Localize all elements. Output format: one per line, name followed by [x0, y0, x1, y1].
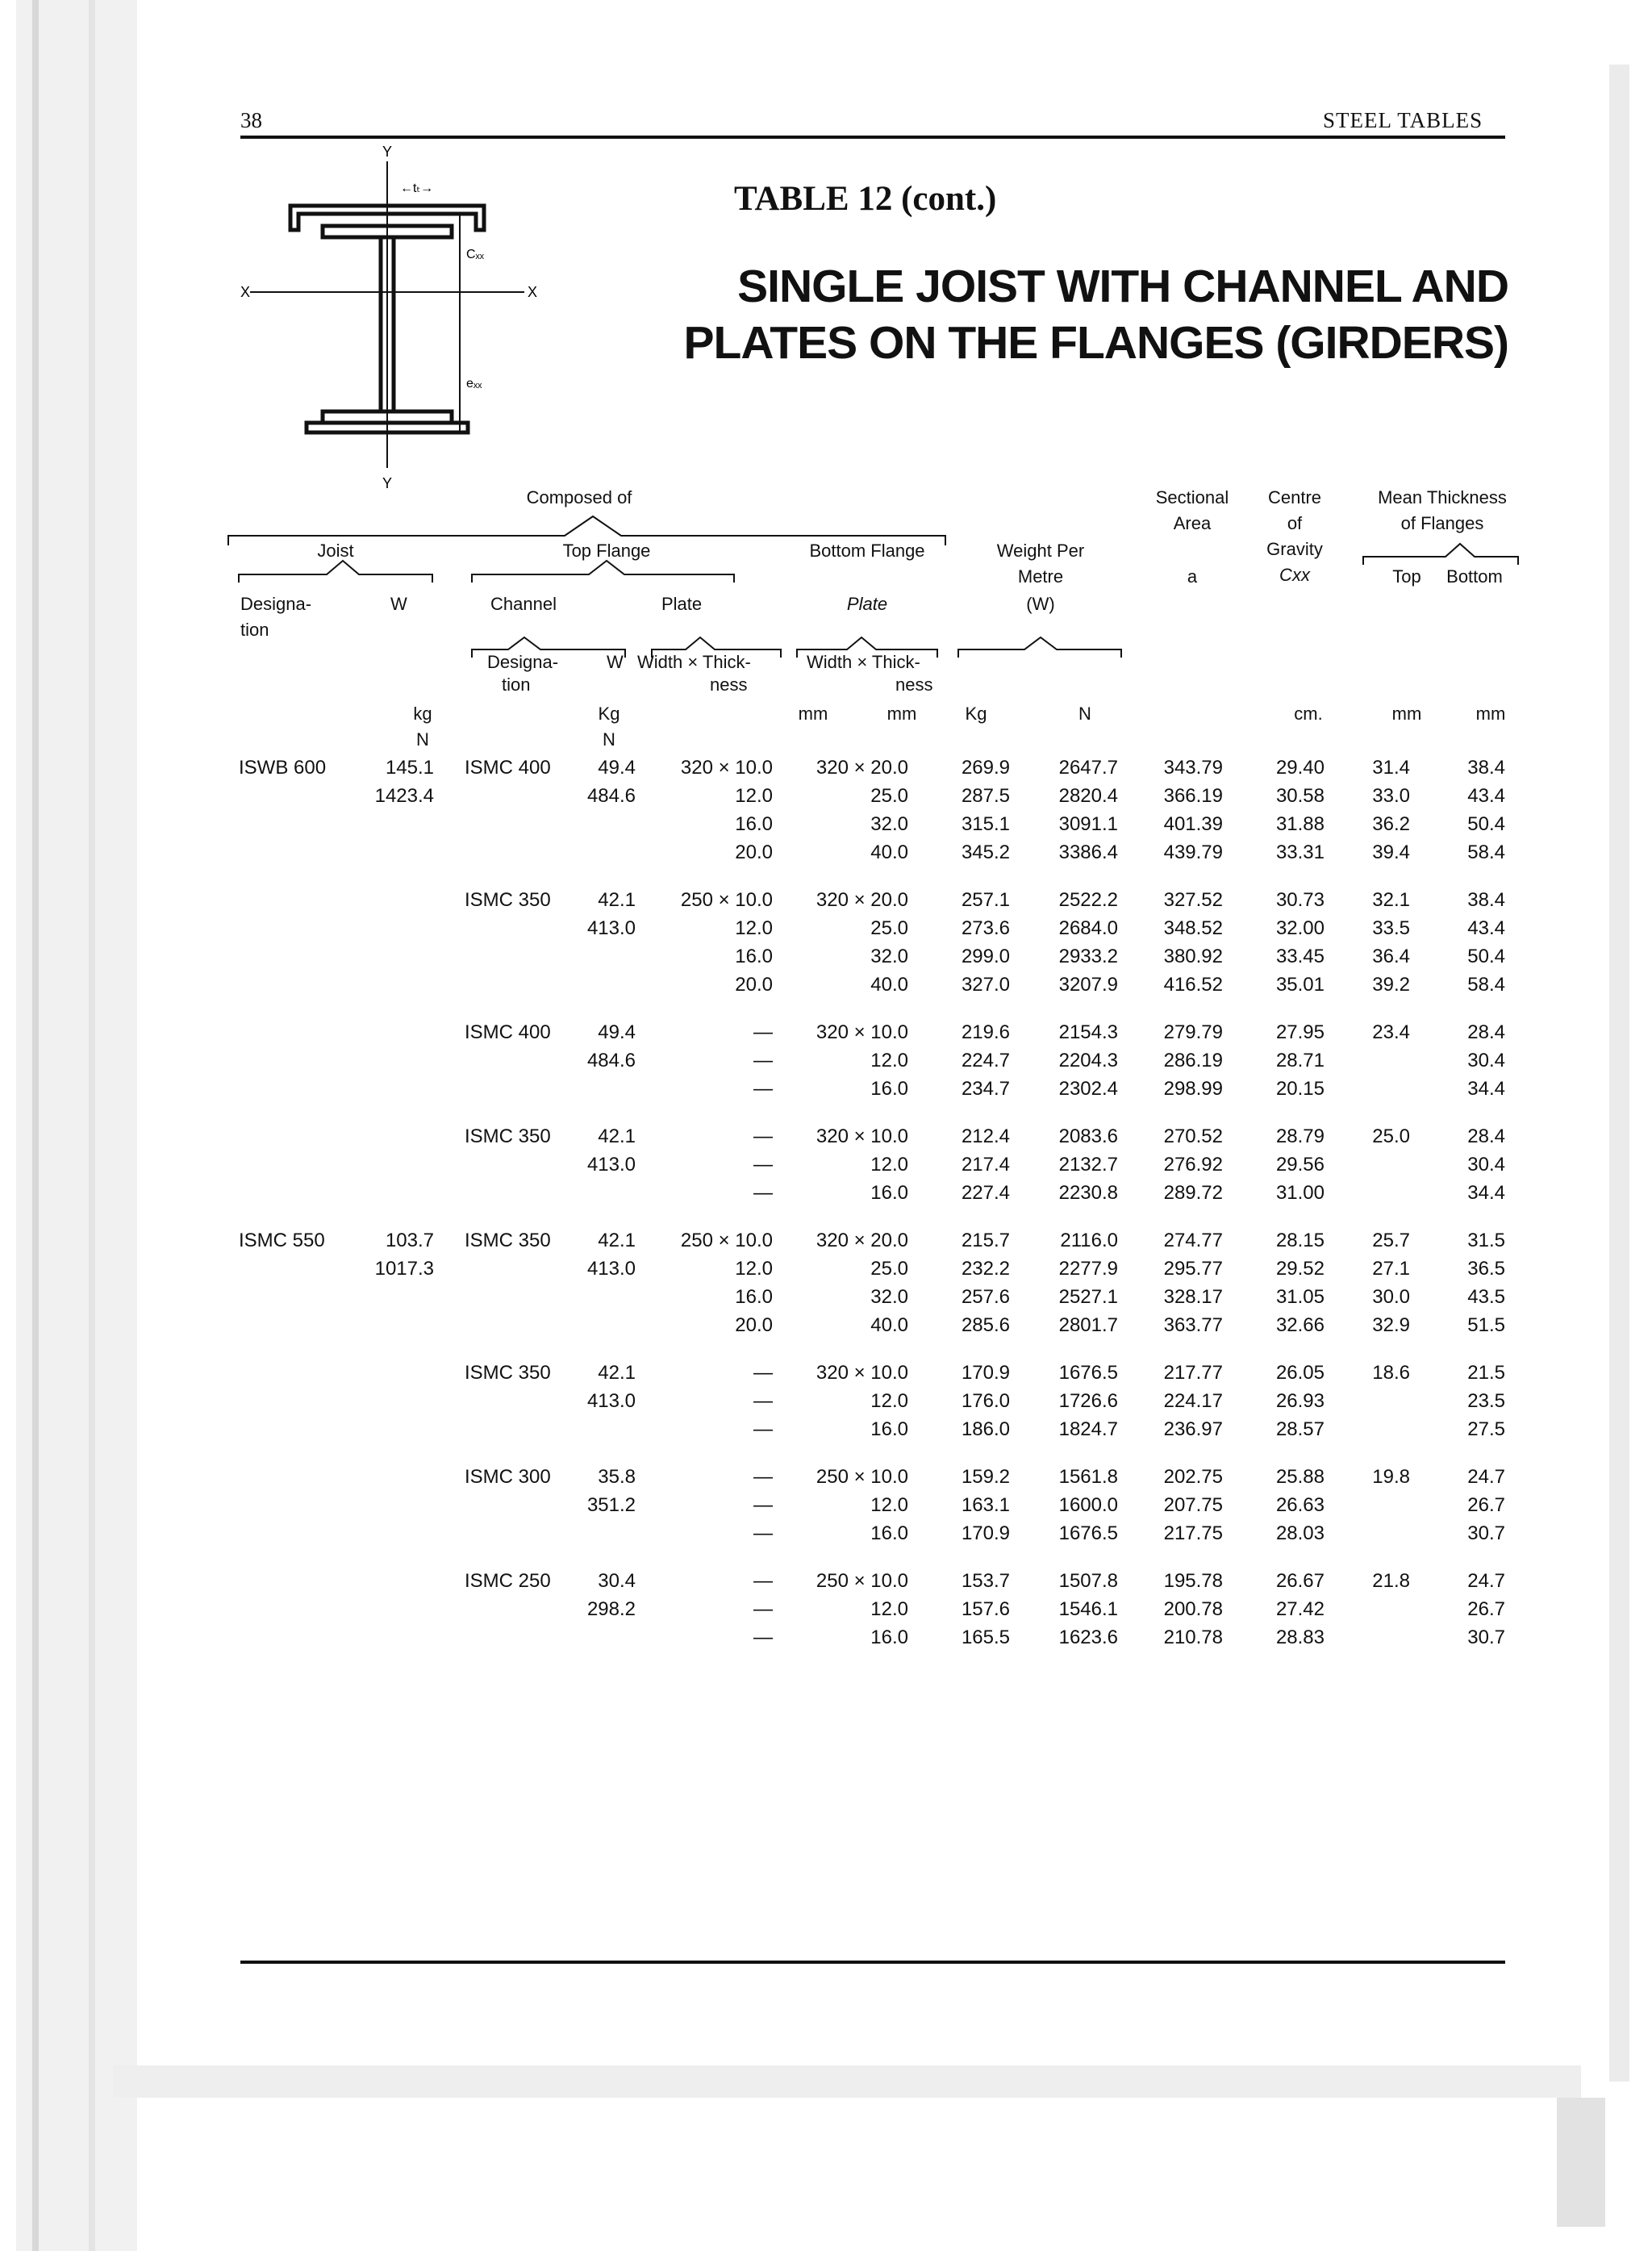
cell-mb: 36.5 [1467, 1258, 1505, 1280]
cell-bp: 12.0 [870, 1598, 908, 1620]
unit-joist-w-num: kg [413, 704, 432, 724]
cell-mb: 50.4 [1467, 946, 1505, 967]
diagram-x-left-label: X [240, 284, 251, 300]
cell-a: 289.72 [1163, 1182, 1223, 1204]
cell-a: 207.75 [1163, 1494, 1223, 1516]
cell-a: 348.52 [1163, 917, 1223, 939]
cell-mt: 32.9 [1372, 1314, 1410, 1336]
cell-mb: 27.5 [1467, 1418, 1505, 1440]
header-centre-1: Centre [1267, 487, 1322, 507]
cell-mb: 58.4 [1467, 974, 1505, 996]
cell-mt: 32.1 [1372, 889, 1410, 911]
diagram-y-bottom-label: Y [382, 475, 393, 491]
unit-mean-bottom: mm [1475, 704, 1506, 724]
cell-cg: 30.58 [1275, 785, 1325, 807]
cell-bp: 16.0 [870, 1627, 908, 1648]
cell-mb: 50.4 [1467, 813, 1505, 835]
cell-bp: 32.0 [870, 946, 908, 967]
header-mean-2: of Flanges [1400, 513, 1484, 533]
cell-cw: 42.1 [598, 889, 636, 911]
cell-a: 295.77 [1163, 1258, 1223, 1280]
cell-mb: 26.7 [1467, 1494, 1505, 1516]
cell-wk: 327.0 [961, 974, 1010, 996]
cell-a: 270.52 [1163, 1126, 1223, 1147]
cell-a: 380.92 [1163, 946, 1223, 967]
cell-wk: 159.2 [961, 1466, 1010, 1488]
cell-cw: 413.0 [586, 1154, 636, 1176]
cell-wk: 217.4 [961, 1154, 1010, 1176]
running-head: STEEL TABLES [1323, 108, 1483, 132]
cell-cg: 25.88 [1275, 1466, 1325, 1488]
cell-wk: 170.9 [961, 1522, 1010, 1544]
cell-wn: 2647.7 [1058, 757, 1118, 779]
cell-tp: — [753, 1522, 773, 1544]
cell-tp: 20.0 [735, 974, 773, 996]
cell-wk: 176.0 [961, 1390, 1010, 1412]
cell-wn: 2277.9 [1058, 1258, 1118, 1280]
diagram-exx-label: eₓₓ [466, 377, 482, 390]
header-mean-1: Mean Thickness [1378, 487, 1507, 507]
header-mean-bottom: Bottom [1446, 566, 1503, 587]
cell-wk: 163.1 [961, 1494, 1010, 1516]
cell-jw: 103.7 [385, 1230, 434, 1251]
cell-a: 298.99 [1163, 1078, 1223, 1100]
cell-wk: 215.7 [961, 1230, 1010, 1251]
cell-bp: 320 × 10.0 [816, 1362, 908, 1384]
cell-a: 200.78 [1163, 1598, 1223, 1620]
cell-wk: 224.7 [961, 1050, 1010, 1071]
cell-tp: — [753, 1418, 773, 1440]
cell-mb: 30.7 [1467, 1627, 1505, 1648]
cell-wk: 287.5 [961, 785, 1010, 807]
cell-mt: 36.4 [1372, 946, 1410, 967]
cell-cd: ISMC 300 [465, 1466, 551, 1488]
cell-wk: 285.6 [961, 1314, 1010, 1336]
cell-wn: 2154.3 [1058, 1021, 1118, 1043]
cell-a: 210.78 [1163, 1627, 1223, 1648]
cell-wk: 227.4 [961, 1182, 1010, 1204]
header-joist: Joist [317, 541, 354, 561]
header-plate: Plate [661, 594, 703, 614]
cell-a: 366.19 [1163, 785, 1223, 807]
cell-mt: 19.8 [1372, 1466, 1410, 1488]
cell-tp: 12.0 [735, 1258, 773, 1280]
cell-tp: — [753, 1627, 773, 1648]
cell-bp: 12.0 [870, 1494, 908, 1516]
cell-mb: 38.4 [1467, 889, 1505, 911]
cell-tp: 16.0 [735, 946, 773, 967]
cell-bp: 40.0 [870, 1314, 908, 1336]
cell-bp: 16.0 [870, 1418, 908, 1440]
unit-channel-w-num: Kg [598, 704, 620, 724]
cell-mb: 30.4 [1467, 1154, 1505, 1176]
cell-wk: 219.6 [961, 1021, 1010, 1043]
cell-cd: ISMC 400 [465, 757, 551, 779]
cell-tp: — [753, 1598, 773, 1620]
header-channel-designation-1: Designa- [487, 652, 559, 672]
header-bottom-width-thick-1: Width × Thick- [807, 652, 920, 672]
header-width-thick-2: ness [710, 674, 748, 695]
cell-wn: 2204.3 [1058, 1050, 1118, 1071]
cell-cg: 29.40 [1275, 757, 1325, 779]
cell-cg: 27.95 [1275, 1021, 1325, 1043]
cell-jd: ISMC 550 [239, 1230, 325, 1251]
cell-cg: 28.15 [1275, 1230, 1325, 1251]
cell-wn: 1546.1 [1058, 1598, 1118, 1620]
cell-bp: 320 × 10.0 [816, 1021, 908, 1043]
cell-cw: 49.4 [598, 757, 636, 779]
cell-mb: 34.4 [1467, 1182, 1505, 1204]
cell-cw: 42.1 [598, 1230, 636, 1251]
cell-a: 236.97 [1163, 1418, 1223, 1440]
cell-wn: 3386.4 [1058, 842, 1118, 863]
cell-cg: 31.05 [1275, 1286, 1325, 1308]
cell-a: 224.17 [1163, 1390, 1223, 1412]
cell-tp: — [753, 1362, 773, 1384]
cell-mb: 24.7 [1467, 1466, 1505, 1488]
cell-wk: 153.7 [961, 1570, 1010, 1592]
header-mean-top: Top [1392, 566, 1421, 587]
cell-mb: 31.5 [1467, 1230, 1505, 1251]
cell-cg: 32.00 [1275, 917, 1325, 939]
cell-mt: 27.1 [1372, 1258, 1410, 1280]
cell-bp: 320 × 20.0 [816, 1230, 908, 1251]
header-joist-designation-2: tion [240, 620, 269, 640]
cell-mt: 33.0 [1372, 785, 1410, 807]
cell-a: 343.79 [1163, 757, 1223, 779]
cell-mb: 26.7 [1467, 1598, 1505, 1620]
cell-cg: 28.79 [1275, 1126, 1325, 1147]
cell-tp: — [753, 1078, 773, 1100]
cell-tp: — [753, 1021, 773, 1043]
unit-channel-w-den: N [603, 729, 615, 750]
cell-wn: 2302.4 [1058, 1078, 1118, 1100]
cell-tp: — [753, 1126, 773, 1147]
cell-bp: 12.0 [870, 1390, 908, 1412]
header-brackets [0, 0, 1652, 726]
cell-cw: 42.1 [598, 1126, 636, 1147]
cell-mb: 38.4 [1467, 757, 1505, 779]
cell-mb: 28.4 [1467, 1021, 1505, 1043]
header-weight-1: Weight Per [996, 541, 1085, 561]
cell-wn: 2801.7 [1058, 1314, 1118, 1336]
cell-cg: 26.93 [1275, 1390, 1325, 1412]
cell-bp: 320 × 20.0 [816, 757, 908, 779]
cell-wk: 345.2 [961, 842, 1010, 863]
cell-tp: 16.0 [735, 1286, 773, 1308]
cell-wk: 257.1 [961, 889, 1010, 911]
cell-tp: 12.0 [735, 785, 773, 807]
cell-wn: 3091.1 [1058, 813, 1118, 835]
cell-tp: — [753, 1050, 773, 1071]
cell-cg: 28.57 [1275, 1418, 1325, 1440]
header-channel-designation-2: tion [502, 674, 531, 695]
cell-jd: ISWB 600 [239, 757, 327, 779]
cell-mb: 43.4 [1467, 785, 1505, 807]
cell-cd: ISMC 350 [465, 1230, 551, 1251]
cell-wn: 1676.5 [1058, 1362, 1118, 1384]
cell-bp: 320 × 10.0 [816, 1126, 908, 1147]
cell-mb: 51.5 [1467, 1314, 1505, 1336]
cell-cg: 33.45 [1275, 946, 1325, 967]
cell-wk: 315.1 [961, 813, 1010, 835]
cell-cw: 35.8 [598, 1466, 636, 1488]
header-weight-2: Metre [1017, 566, 1064, 587]
cell-tp: — [753, 1494, 773, 1516]
header-centre-4: Cxx [1279, 565, 1310, 585]
header-sectional-2: Area [1173, 513, 1212, 533]
cell-a: 276.92 [1163, 1154, 1223, 1176]
header-channel: Channel [490, 594, 557, 614]
cell-mt: 18.6 [1372, 1362, 1410, 1384]
cell-a: 439.79 [1163, 842, 1223, 863]
cell-a: 217.77 [1163, 1362, 1223, 1384]
cell-mb: 58.4 [1467, 842, 1505, 863]
cell-a: 401.39 [1163, 813, 1223, 835]
diagram-y-top-label: Y [382, 145, 393, 160]
cell-cg: 20.15 [1275, 1078, 1325, 1100]
cell-tp: 250 × 10.0 [680, 1230, 773, 1251]
cell-wk: 212.4 [961, 1126, 1010, 1147]
cell-mb: 43.4 [1467, 917, 1505, 939]
cell-a: 217.75 [1163, 1522, 1223, 1544]
cell-mt: 23.4 [1372, 1021, 1410, 1043]
cell-mb: 34.4 [1467, 1078, 1505, 1100]
cell-tp: 16.0 [735, 813, 773, 835]
cell-tp: — [753, 1182, 773, 1204]
header-bottom-flange: Bottom Flange [809, 541, 925, 561]
diagram-cxx-label: Cₓₓ [466, 248, 485, 261]
header-centre-3: Gravity [1266, 539, 1323, 559]
cell-mb: 23.5 [1467, 1390, 1505, 1412]
table-caption: TABLE 12 (cont.) [734, 180, 997, 218]
cell-bp: 12.0 [870, 1154, 908, 1176]
cell-tp: — [753, 1466, 773, 1488]
cell-wk: 232.2 [961, 1258, 1010, 1280]
cell-wn: 2083.6 [1058, 1126, 1118, 1147]
cell-wk: 299.0 [961, 946, 1010, 967]
cell-wn: 2933.2 [1058, 946, 1118, 967]
cell-wn: 1726.6 [1058, 1390, 1118, 1412]
cell-tp: — [753, 1570, 773, 1592]
cell-jw: 145.1 [385, 757, 434, 779]
header-bottom-plate: Plate [846, 594, 888, 614]
header-channel-w: W [607, 652, 624, 672]
cell-wn: 1824.7 [1058, 1418, 1118, 1440]
cell-mt: 36.2 [1372, 813, 1410, 835]
cell-bp: 32.0 [870, 813, 908, 835]
unit-weight-kg: Kg [965, 704, 987, 724]
header-bottom-width-thick-2: ness [895, 674, 933, 695]
cell-mt: 33.5 [1372, 917, 1410, 939]
cell-cg: 28.03 [1275, 1522, 1325, 1544]
cell-a: 202.75 [1163, 1466, 1223, 1488]
cell-cg: 26.67 [1275, 1570, 1325, 1592]
cell-wn: 2527.1 [1058, 1286, 1118, 1308]
cell-mt: 39.2 [1372, 974, 1410, 996]
cell-bp: 40.0 [870, 974, 908, 996]
cell-wn: 2684.0 [1058, 917, 1118, 939]
cell-cg: 28.83 [1275, 1627, 1325, 1648]
cell-jw: 1017.3 [374, 1258, 434, 1280]
unit-bottom-thickness: mm [886, 704, 917, 724]
unit-mean-top: mm [1391, 704, 1422, 724]
header-composed-of: Composed of [526, 487, 632, 507]
cell-wk: 186.0 [961, 1418, 1010, 1440]
cell-cw: 413.0 [586, 917, 636, 939]
cell-cw: 298.2 [586, 1598, 636, 1620]
cell-a: 363.77 [1163, 1314, 1223, 1336]
cell-bp: 25.0 [870, 1258, 908, 1280]
header-centre-2: of [1287, 513, 1303, 533]
cell-wn: 2230.8 [1058, 1182, 1118, 1204]
header-joist-designation-1: Designa- [240, 594, 312, 614]
header-width-thick-1: Width × Thick- [637, 652, 751, 672]
diagram-tt-label: ←tₜ→ [400, 182, 434, 195]
cell-cw: 351.2 [586, 1494, 636, 1516]
cell-mt: 25.7 [1372, 1230, 1410, 1251]
cell-cd: ISMC 250 [465, 1570, 551, 1592]
header-weight-3: (W) [1026, 594, 1055, 614]
cell-cg: 35.01 [1275, 974, 1325, 996]
cell-cd: ISMC 400 [465, 1021, 551, 1043]
cell-wn: 1623.6 [1058, 1627, 1118, 1648]
cell-cg: 30.73 [1275, 889, 1325, 911]
cell-cg: 26.05 [1275, 1362, 1325, 1384]
cell-cg: 28.71 [1275, 1050, 1325, 1071]
cell-bp: 250 × 10.0 [816, 1466, 908, 1488]
cell-bp: 320 × 20.0 [816, 889, 908, 911]
cell-mt: 30.0 [1372, 1286, 1410, 1308]
cell-a: 279.79 [1163, 1021, 1223, 1043]
header-joist-w: W [390, 594, 407, 614]
cell-a: 274.77 [1163, 1230, 1223, 1251]
cell-cg: 29.56 [1275, 1154, 1325, 1176]
cell-mt: 39.4 [1372, 842, 1410, 863]
header-sectional-3: a [1187, 566, 1198, 587]
cell-cw: 413.0 [586, 1390, 636, 1412]
unit-joist-w-den: N [416, 729, 429, 750]
page-number: 38 [240, 108, 262, 132]
cell-mb: 30.4 [1467, 1050, 1505, 1071]
table-title-line-2: PLATES ON THE FLANGES (GIRDERS) [683, 317, 1508, 369]
cell-wn: 2820.4 [1058, 785, 1118, 807]
cell-wn: 1676.5 [1058, 1522, 1118, 1544]
cell-cd: ISMC 350 [465, 889, 551, 911]
cell-wk: 165.5 [961, 1627, 1010, 1648]
cell-mb: 21.5 [1467, 1362, 1505, 1384]
cell-cw: 42.1 [598, 1362, 636, 1384]
cell-a: 286.19 [1163, 1050, 1223, 1071]
cell-cd: ISMC 350 [465, 1362, 551, 1384]
cell-cg: 27.42 [1275, 1598, 1325, 1620]
cell-mb: 30.7 [1467, 1522, 1505, 1544]
cell-wk: 157.6 [961, 1598, 1010, 1620]
cell-tp: — [753, 1154, 773, 1176]
cell-cw: 49.4 [598, 1021, 636, 1043]
cell-wn: 2116.0 [1060, 1230, 1118, 1251]
unit-weight-n: N [1078, 704, 1091, 724]
diagram-x-right-label: X [528, 284, 538, 300]
cell-cw: 413.0 [586, 1258, 636, 1280]
bottom-rule [240, 1961, 1505, 1964]
cell-jw: 1423.4 [374, 785, 434, 807]
cell-a: 416.52 [1163, 974, 1223, 996]
cell-tp: 20.0 [735, 1314, 773, 1336]
cell-cg: 33.31 [1275, 842, 1325, 863]
cell-wn: 2132.7 [1058, 1154, 1118, 1176]
table-title-line-1: SINGLE JOIST WITH CHANNEL AND [737, 261, 1508, 312]
cell-bp: 25.0 [870, 917, 908, 939]
cell-tp: — [753, 1390, 773, 1412]
cell-mb: 24.7 [1467, 1570, 1505, 1592]
cell-bp: 12.0 [870, 1050, 908, 1071]
cell-tp: 20.0 [735, 842, 773, 863]
cell-cw: 30.4 [598, 1570, 636, 1592]
cell-cg: 31.88 [1275, 813, 1325, 835]
cell-bp: 40.0 [870, 842, 908, 863]
cell-wk: 269.9 [961, 757, 1010, 779]
cell-cw: 484.6 [586, 1050, 636, 1071]
cell-wk: 170.9 [961, 1362, 1010, 1384]
cell-tp: 320 × 10.0 [680, 757, 773, 779]
cell-bp: 16.0 [870, 1182, 908, 1204]
cell-mt: 21.8 [1372, 1570, 1410, 1592]
unit-cg: cm. [1294, 704, 1323, 724]
cell-cw: 484.6 [586, 785, 636, 807]
cell-bp: 25.0 [870, 785, 908, 807]
cell-cg: 31.00 [1275, 1182, 1325, 1204]
cell-cg: 29.52 [1275, 1258, 1325, 1280]
cell-wn: 3207.9 [1058, 974, 1118, 996]
cell-wn: 1561.8 [1058, 1466, 1118, 1488]
cell-wn: 1600.0 [1058, 1494, 1118, 1516]
cell-a: 328.17 [1163, 1286, 1223, 1308]
cell-bp: 32.0 [870, 1286, 908, 1308]
cell-wn: 1507.8 [1058, 1570, 1118, 1592]
cell-bp: 250 × 10.0 [816, 1570, 908, 1592]
cell-cg: 32.66 [1275, 1314, 1325, 1336]
cell-bp: 16.0 [870, 1078, 908, 1100]
cell-tp: 12.0 [735, 917, 773, 939]
cell-cg: 26.63 [1275, 1494, 1325, 1516]
header-sectional-1: Sectional [1155, 487, 1229, 507]
cell-mt: 25.0 [1372, 1126, 1410, 1147]
cell-mb: 28.4 [1467, 1126, 1505, 1147]
header-top-flange: Top Flange [562, 541, 651, 561]
cell-bp: 16.0 [870, 1522, 908, 1544]
cell-a: 195.78 [1163, 1570, 1223, 1592]
unit-bottom-width: mm [798, 704, 828, 724]
cell-wk: 273.6 [961, 917, 1010, 939]
cell-wn: 2522.2 [1058, 889, 1118, 911]
cell-cd: ISMC 350 [465, 1126, 551, 1147]
cell-wk: 257.6 [961, 1286, 1010, 1308]
cell-a: 327.52 [1163, 889, 1223, 911]
cell-tp: 250 × 10.0 [680, 889, 773, 911]
cell-wk: 234.7 [961, 1078, 1010, 1100]
cell-mb: 43.5 [1467, 1286, 1505, 1308]
cell-mt: 31.4 [1372, 757, 1410, 779]
